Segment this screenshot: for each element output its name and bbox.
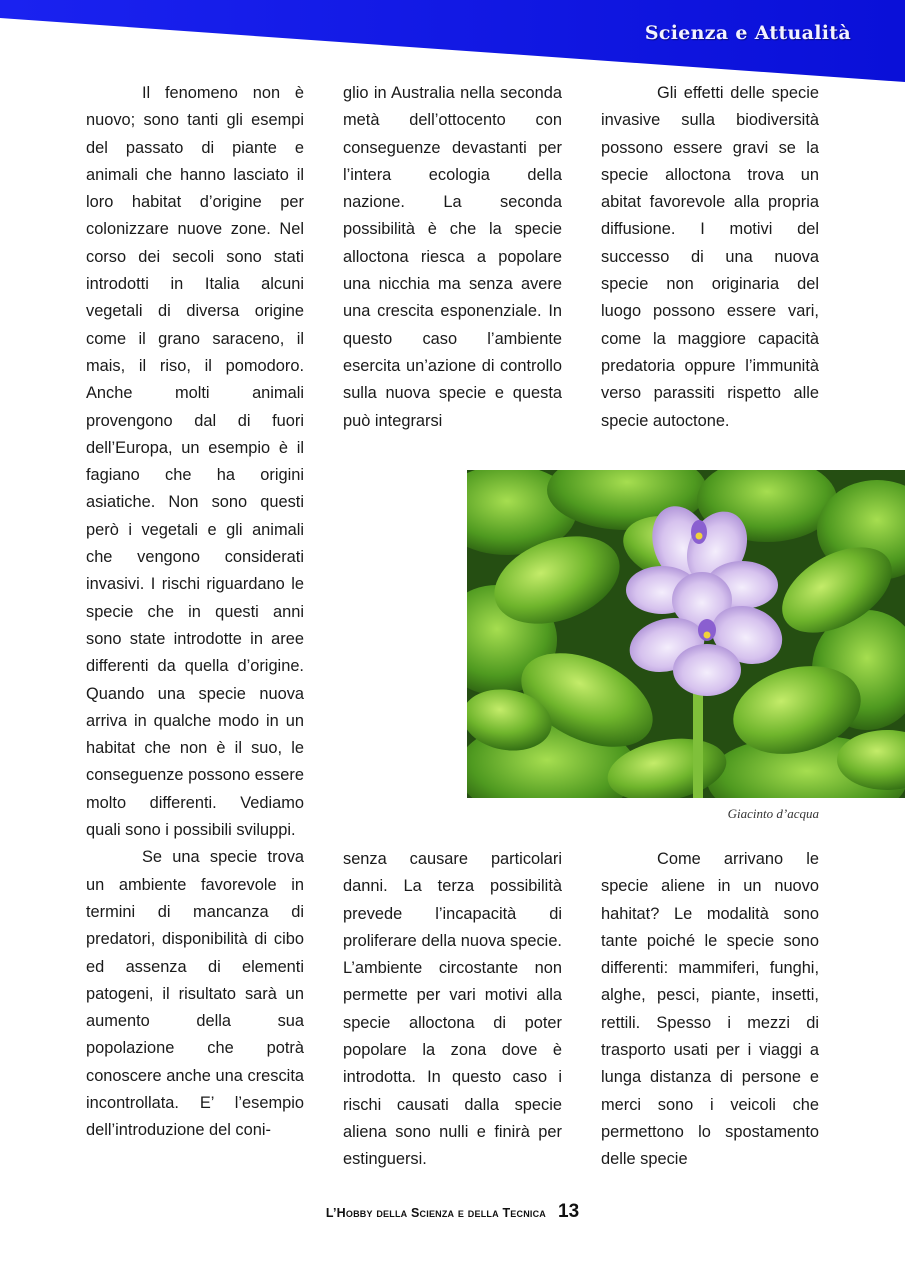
paragraph-5: Gli effetti delle specie invasive sulla biodiversità possono essere gravi se la specie alloctona trova un abitat favorevole alla propria diffusione. I motivi del successo di una nuova specie non originaria del luogo possono essere vari, come la maggiore capacità predatoria oppure l’immunità verso parassiti rispetto alle specie autoctone.	[601, 84, 819, 430]
header-band	[0, 0, 905, 90]
paragraph-6: Come arrivano le specie aliene in un nuovo hahitat? Le modalità sono tante poiché le specie sono differenti: mammiferi, funghi, alghe, pesci, piante, insetti, rettili. Spesso i mezzi di trasporto usati per i viaggi a lunga distanza di persone e merci sono i veicoli che permettono lo spostamento delle specie	[601, 850, 819, 1169]
paragraph-4: senza causare particolari danni. La terza possibilità prevede l’incapacità di proliferare della nuova specie. L’ambiente circostante non permette per vari motivi alla specie alloctona di poter popolare la zona dove è introdotta. In questo caso i rischi causati dalla specie aliena sono nulli e finirà per estinguersi.	[343, 850, 562, 1169]
magazine-title: L’Hobby della Scienza e della Tecnica	[325, 1206, 547, 1220]
column-2-top	[343, 80, 562, 435]
paragraph-3: glio in Australia nella seconda metà dell’ottocento con conseguenze devastanti per l’intera ecologia della nazione. La seconda possibilità è che la specie alloctona riesca a popolare una nicchia ma senza avere una crescita esponenziale. In questo caso l’ambiente esercita un’azione di controllo sulla nuova specie e questa può integrarsi	[343, 84, 562, 430]
column-3-top	[601, 80, 819, 435]
column-2-bottom	[343, 846, 562, 1174]
column-1	[86, 80, 304, 1145]
photo-caption: Giacinto d’acqua	[727, 806, 819, 821]
page-number: 13	[558, 1201, 580, 1222]
section-title: Scienza e Attualità	[644, 22, 851, 44]
page-footer	[0, 1201, 905, 1223]
paragraph-2: Se una specie trova un ambiente favorevole in termini di mancanza di predatori, disponibilità di cibo ed assenza di elementi patogeni, il risultato sarà un aumento della sua popolazione che potrà conoscere anche una crescita incontrollata. E’ l’esempio dell’introduzione del coni-	[86, 848, 304, 1140]
column-3-bottom	[601, 846, 819, 1174]
water-hyacinth-photo	[467, 470, 905, 798]
paragraph-1: Il fenomeno non è nuovo; sono tanti gli esempi del passato di piante e animali che hanno lasciato il loro habitat d’origine per colonizzare nuove zone. Nel corso dei secoli sono stati introdotti in Italia alcuni vegetali di diversa origine come il grano saraceno, il mais, il riso, il pomodoro. Anche molti animali provengono dal di fuori dell’Europa, un esempio è il fagiano che ha origini asiatiche. Non sono questi però i vegetali e gli animali che vengono considerati invasivi. I rischi riguardano le specie che in questi anni sono state introdotte in aree differenti da quella d’origine. Quando una specie nuova arriva in qualche modo in un habitat che non è il suo, le conseguenze possono essere molto differenti. Vediamo quali sono i possibili sviluppi.	[86, 84, 304, 840]
